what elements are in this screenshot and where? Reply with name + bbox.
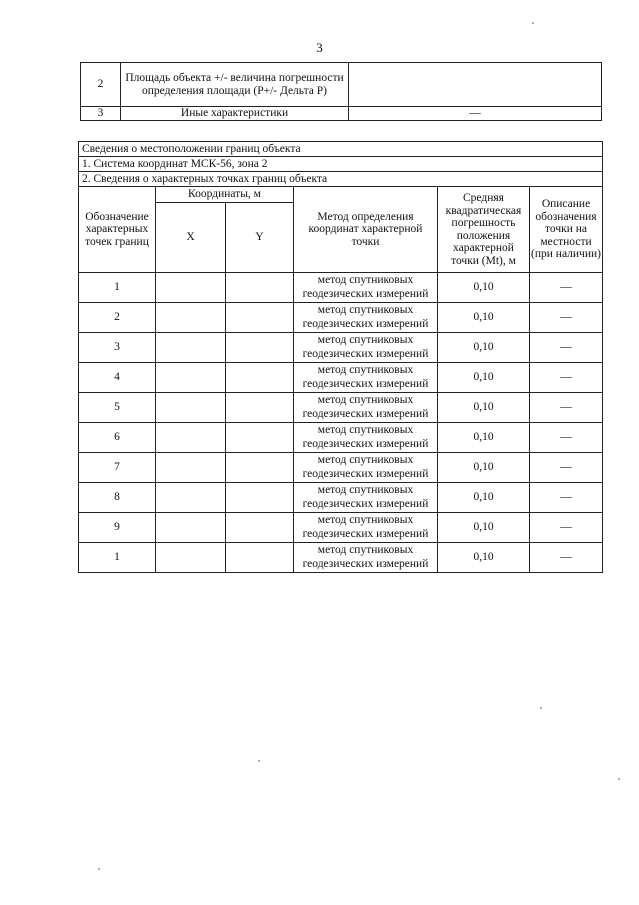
description-cell: — (530, 303, 603, 333)
table-row (79, 513, 603, 543)
description-cell: — (530, 513, 603, 543)
coordinate-y (226, 333, 294, 363)
description-cell: — (530, 423, 603, 453)
method-cell: метод спутниковых геодезических измерений (294, 273, 438, 303)
method-cell: метод спутниковых геодезических измерений (294, 423, 438, 453)
coordinate-x (156, 483, 226, 513)
method-cell: метод спутниковых геодезических измерений (294, 543, 438, 573)
error-cell: 0,10 (438, 543, 530, 573)
characteristic-name: Иные характеристики (121, 107, 349, 121)
coordinate-x (156, 423, 226, 453)
table-row (79, 543, 603, 573)
point-designation: 1 (79, 543, 156, 573)
point-designation: 4 (79, 363, 156, 393)
coordinate-x (156, 363, 226, 393)
error-cell: 0,10 (438, 303, 530, 333)
page-number: 3 (316, 40, 323, 55)
table-row (81, 63, 602, 107)
row-number: 2 (81, 63, 121, 107)
header-y: Y (226, 203, 294, 273)
point-designation: 9 (79, 513, 156, 543)
error-cell: 0,10 (438, 513, 530, 543)
characteristic-name: Площадь объекта +/- величина погрешности определения площади (Р+/- Дельта Р) (121, 63, 349, 107)
description-cell: — (530, 393, 603, 423)
table-row (79, 273, 603, 303)
description-cell: — (530, 543, 603, 573)
section-title: Сведения о местоположении границ объекта (79, 142, 603, 157)
points-section-title: 2. Сведения о характерных точках границ объекта (79, 172, 603, 187)
header-error: Средняя квадратическая погрешность положения характерной точки (Mt), м (438, 187, 530, 273)
coordinate-x (156, 303, 226, 333)
coordinate-y (226, 423, 294, 453)
coordinate-system: 1. Система координат МСК-56, зона 2 (79, 157, 603, 172)
point-designation: 6 (79, 423, 156, 453)
description-cell: — (530, 333, 603, 363)
header-method: Метод определения координат характерной точки (294, 187, 438, 273)
scan-speck (618, 778, 620, 780)
coordinate-y (226, 543, 294, 573)
point-designation: 7 (79, 453, 156, 483)
error-cell: 0,10 (438, 423, 530, 453)
scan-speck (98, 868, 100, 870)
coordinate-x (156, 453, 226, 483)
method-cell: метод спутниковых геодезических измерений (294, 393, 438, 423)
row-number: 3 (81, 107, 121, 121)
method-cell: метод спутниковых геодезических измерений (294, 333, 438, 363)
characteristic-value (349, 63, 602, 107)
table-row (79, 453, 603, 483)
table-row (79, 333, 603, 363)
point-designation: 8 (79, 483, 156, 513)
table-row (81, 107, 602, 121)
point-designation: 3 (79, 333, 156, 363)
table-row (79, 303, 603, 333)
coordinate-y (226, 273, 294, 303)
coordinate-x (156, 513, 226, 543)
coordinate-y (226, 393, 294, 423)
coordinate-y (226, 513, 294, 543)
table-row (79, 423, 603, 453)
coordinate-x (156, 273, 226, 303)
error-cell: 0,10 (438, 363, 530, 393)
error-cell: 0,10 (438, 333, 530, 363)
coordinate-y (226, 303, 294, 333)
method-cell: метод спутниковых геодезических измерений (294, 453, 438, 483)
header-description: Описание обозначения точки на местности (при наличии) (530, 187, 603, 273)
coordinate-y (226, 363, 294, 393)
header-coordinates: Координаты, м (156, 187, 294, 203)
coordinate-x (156, 543, 226, 573)
characteristic-value: — (349, 107, 602, 121)
error-cell: 0,10 (438, 483, 530, 513)
scan-speck (258, 760, 260, 762)
coordinate-y (226, 453, 294, 483)
method-cell: метод спутниковых геодезических измерений (294, 303, 438, 333)
method-cell: метод спутниковых геодезических измерений (294, 513, 438, 543)
table-row (79, 393, 603, 423)
method-cell: метод спутниковых геодезических измерений (294, 483, 438, 513)
coordinate-x (156, 393, 226, 423)
point-designation: 1 (79, 273, 156, 303)
error-cell: 0,10 (438, 273, 530, 303)
description-cell: — (530, 483, 603, 513)
error-cell: 0,10 (438, 453, 530, 483)
point-designation: 2 (79, 303, 156, 333)
coordinate-y (226, 483, 294, 513)
scan-speck (540, 707, 542, 709)
description-cell: — (530, 363, 603, 393)
table-row (79, 483, 603, 513)
table-row (79, 363, 603, 393)
coordinate-x (156, 333, 226, 363)
description-cell: — (530, 273, 603, 303)
method-cell: метод спутниковых геодезических измерений (294, 363, 438, 393)
error-cell: 0,10 (438, 393, 530, 423)
boundary-points-table (78, 141, 603, 573)
point-designation: 5 (79, 393, 156, 423)
area-characteristics-table (80, 62, 602, 121)
description-cell: — (530, 453, 603, 483)
header-x: X (156, 203, 226, 273)
scan-speck (532, 22, 534, 24)
header-designation: Обозначение характерных точек границ (79, 187, 156, 273)
